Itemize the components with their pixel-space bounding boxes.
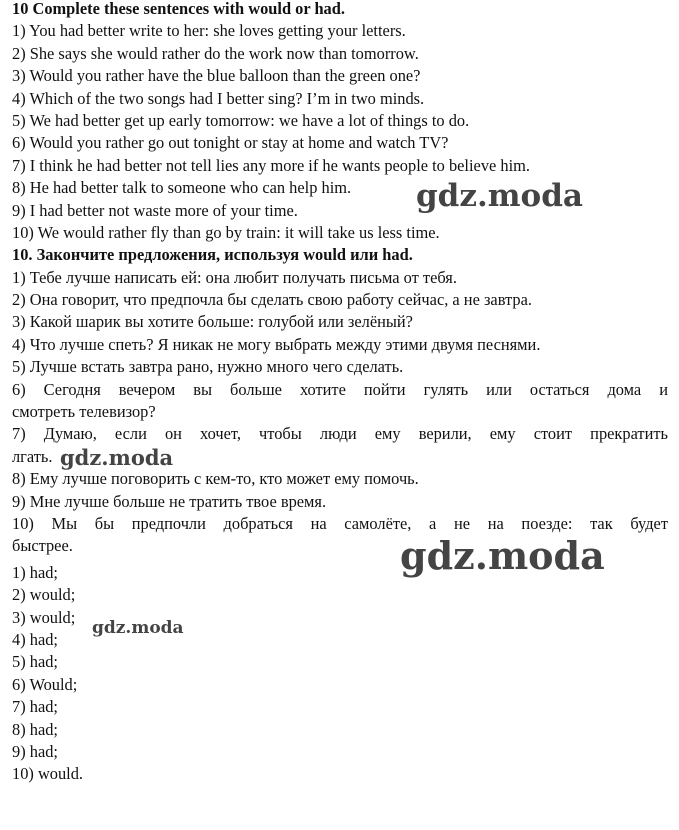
watermark-2: gdz.moda [60,445,174,470]
answer-10: 10) would. [12,764,84,784]
answer-4: 4) had; [12,629,58,649]
english-sentence-5: 5) We had better get up early tomorrow: we have a lot of things to do. [12,110,470,130]
answer-5: 5) had; [12,652,58,672]
russian-sentence-9: 9) Мне лучше больше не тратить твое время. [12,491,327,511]
english-sentence-8: 8) He had better talk to someone who can help him. [12,178,352,198]
watermark-3: gdz.moda [400,533,605,578]
russian-sentence-7-part-2: лгать. [12,446,53,466]
russian-sentence-4: 4) Что лучше спеть? Я никак не могу выбрать между этими двумя песнями. [12,334,541,354]
english-sentence-2: 2) She says she would rather do the work now than tomorrow. [12,43,419,63]
russian-sentence-6-part-1: 6) Сегодня вечером вы больше хотите пойти гулять или остаться дома и [12,379,668,399]
answer-7: 7) had; [12,697,58,717]
answer-1: 1) had; [12,562,58,582]
russian-sentence-5: 5) Лучше встать завтра рано, нужно много чего сделать. [12,357,404,377]
document-page [12,0,668,786]
russian-sentence-2: 2) Она говорит, что предпочла бы сделать свою работу сейчас, а не завтра. [12,290,532,310]
english-sentence-9: 9) I had better not waste more of your time. [12,200,298,220]
russian-sentence-1: 1) Тебе лучше написать ей: она любит получать письма от тебя. [12,267,457,287]
english-sentence-4: 4) Which of the two songs had I better sing? I’m in two minds. [12,88,425,108]
russian-sentence-8: 8) Ему лучше поговорить с кем-то, кто может ему помочь. [12,469,419,489]
russian-sentence-3: 3) Какой шарик вы хотите больше: голубой или зелёный? [12,312,413,332]
russian-sentence-10-part-1: 10) Мы бы предпочли добраться на самолёте, а не на поезде: так будет [12,513,668,533]
answer-6: 6) Would; [12,674,78,694]
english-sentence-1: 1) You had better write to her: she loves getting your letters. [12,21,406,41]
answer-2: 2) would; [12,585,76,605]
english-sentence-6: 6) Would you rather go out tonight or stay at home and watch TV? [12,133,449,153]
russian-heading: 10. Закончите предложения, используя would или had. [12,245,413,265]
english-sentence-3: 3) Would you rather have the blue balloon than the green one? [12,66,421,86]
answer-9: 9) had; [12,741,58,761]
english-sentence-7: 7) I think he had better not tell lies any more if he wants people to believe him. [12,155,530,175]
answer-3: 3) would; [12,607,76,627]
watermark-4: gdz.moda [92,618,184,638]
answer-8: 8) had; [12,719,58,739]
russian-sentence-10-part-2: быстрее. [12,536,73,556]
russian-sentence-7-part-1: 7) Думаю, если он хочет, чтобы люди ему верили, ему стоит прекратить [12,424,668,444]
english-heading: 10 Complete these sentences with would or had. [12,0,345,18]
russian-sentence-6-part-2: смотреть телевизор? [12,402,156,422]
english-sentence-10: 10) We would rather fly than go by train: it will take us less time. [12,222,440,242]
watermark-1: gdz.moda [416,178,583,214]
